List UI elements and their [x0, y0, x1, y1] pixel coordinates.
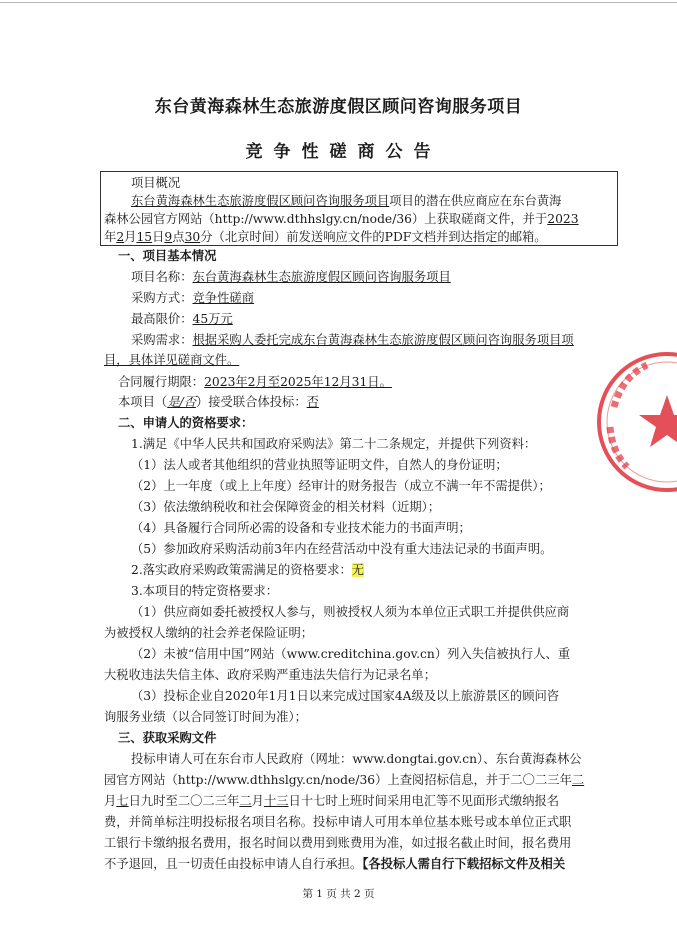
- deadline-day: 15: [136, 230, 153, 244]
- overview-text: 森林公园官方网站（http://www.dthhslgy.cn/node/36）上获取磋商文件，并于: [104, 212, 548, 226]
- policy-requirement-value: 无: [351, 563, 365, 577]
- field-label: 本项目（: [118, 395, 168, 409]
- project-name-row: [131, 268, 451, 286]
- consortium-value: 否: [306, 395, 319, 409]
- official-seal-stamp: [592, 347, 677, 497]
- qualification-item-2: （2）上一年度（或上上年度）经审计的财务报告（成立不满一年不需提供）；: [131, 479, 551, 493]
- max-price-value: 45万元: [192, 312, 233, 326]
- qualification-2: [131, 561, 364, 579]
- overview-line-2: [104, 210, 579, 228]
- requirement-value: 目，具体详见磋商文件。: [104, 353, 240, 367]
- document-title: 东台黄海森林生态旅游度假区顾问咨询服务项目: [154, 97, 523, 117]
- acquire-text: 月: [104, 794, 117, 808]
- end-month: 二: [239, 794, 252, 808]
- contract-period-row: [118, 373, 392, 391]
- project-name-value: 东台黄海森林生态旅游度假区顾问咨询服务项目: [192, 270, 451, 284]
- field-label: 2.落实政府采购政策需满足的资格要求：: [131, 563, 352, 577]
- field-label: ）接受联合体投标：: [195, 395, 307, 409]
- consortium-options: 是/否: [167, 395, 196, 409]
- acquire-text: 日十七时上班时间采用电汇等不见面形式缴纳报名: [288, 794, 560, 808]
- special-item-1: （1）供应商如委托被授权人参与，则被授权人须为本单位正式职工并提供供应商: [131, 605, 570, 619]
- procurement-method-row: [131, 289, 254, 307]
- qualification-item-1: （1）法人或者其他组织的营业执照等证明文件，自然人的身份证明；: [131, 458, 508, 472]
- requirement-row: [131, 331, 574, 349]
- field-label: 合同履行期限：: [118, 375, 205, 389]
- special-item-1-cont: 为被授权人缴纳的社会养老保险证明；: [104, 626, 314, 640]
- deadline-minute: 30: [184, 230, 201, 244]
- field-label: 最高限价：: [131, 312, 193, 326]
- acquire-text: 不予退回，且一切责任由投标申请人自行承担。: [104, 857, 363, 871]
- deadline-hour: 9: [164, 230, 173, 244]
- acquire-line-1: 投标申请人可在东台市人民政府（网址：www.dongtai.gov.cn）、东台黄海森林公: [131, 752, 582, 766]
- max-price-row: [131, 310, 233, 328]
- deadline-year: 2023: [547, 212, 579, 226]
- overview-text: 项目的潜在供应商应在东台黄海: [389, 194, 562, 208]
- acquire-line-4: 费，并简单标注明投标报名项目名称。投标申请人可用本单位基本账号或本单位正式职: [104, 815, 572, 829]
- overview-text: 分（北京时间）前发送响应文件的PDF文档并到达指定的邮箱。: [200, 230, 547, 244]
- overview-line-3: [104, 228, 547, 246]
- special-item-2-cont: 大税收违法失信主体、政府采购严重违法失信行为记录名单；: [104, 668, 437, 682]
- qualification-3: 3.本项目的特定资格要求：: [131, 584, 278, 598]
- acquire-line-5: 工银行卡缴纳报名费用，报名时间以费用到账费用为准，如过报名截止时间，报名费用: [104, 836, 572, 850]
- acquire-text: 月: [251, 794, 264, 808]
- overview-project-name: 东台黄海森林生态旅游度假区顾问咨询服务项目: [131, 194, 390, 208]
- section-2-heading: 二、申请人的资格要求：: [118, 416, 254, 430]
- acquire-text: 园官方网站（http://www.dthhslgy.cn/node/36）上查阅招标信息，并于二〇二三年: [104, 773, 572, 787]
- document-subtitle: 竞争性磋商公告: [245, 142, 442, 162]
- end-day: 十三: [263, 794, 289, 808]
- start-month: 二: [571, 773, 585, 787]
- overview-line-1: [131, 192, 561, 210]
- overview-text: 点: [172, 230, 185, 244]
- field-label: 项目名称：: [131, 270, 193, 284]
- acquire-line-3: [104, 792, 559, 810]
- special-item-3-cont: 询服务业绩（以合同签订时间为准）；: [104, 710, 307, 724]
- qualification-item-5: （5）参加政府采购活动前3年内在经营活动中没有重大违法记录的书面声明。: [131, 542, 553, 556]
- qualification-1: 1.满足《中华人民共和国政府采购法》第二十二条规定，并提供下列资料：: [131, 437, 537, 451]
- requirement-value: 根据采购人委托完成东台黄海森林生态旅游度假区顾问咨询服务项目项: [192, 333, 574, 347]
- overview-heading: 项目概况: [131, 176, 181, 190]
- qualification-item-4: （4）具备履行合同所必需的设备和专业技术能力的书面声明；: [131, 521, 471, 535]
- deadline-month: 2: [116, 230, 125, 244]
- start-day: 七: [116, 794, 129, 808]
- overview-text: 年: [104, 230, 117, 244]
- overview-text: 日: [152, 230, 165, 244]
- field-label: 采购方式：: [131, 291, 193, 305]
- acquire-line-2: [104, 771, 584, 789]
- section-1-heading: 一、项目基本情况: [118, 249, 217, 263]
- section-3-heading: 三、获取采购文件: [118, 731, 217, 745]
- top-border-line: [0, 2, 677, 3]
- acquire-line-6: [104, 855, 565, 873]
- field-label: 采购需求：: [131, 333, 193, 347]
- special-item-3: （3）投标企业自2020年1月1日以来完成过国家4A级及以上旅游景区的顾问咨: [131, 689, 560, 703]
- acquire-text: 日九时至二〇二三年: [128, 794, 240, 808]
- qualification-item-3: （3）依法缴纳税收和社会保障资金的相关材料（近期）；: [131, 500, 441, 514]
- special-item-2: （2）未被“信用中国”网站（www.creditchina.gov.cn）列入失信被执行人、重: [131, 647, 571, 661]
- overview-text: 月: [124, 230, 137, 244]
- page-footer: 第 1 页 共 2 页: [302, 888, 375, 900]
- requirement-row-2: [104, 351, 239, 369]
- contract-period-value: 2023年2月至2025年12月31日。: [204, 375, 392, 389]
- bold-notice: 【各投标人需自行下载招标文件及相关: [362, 857, 566, 871]
- procurement-method-value: 竞争性磋商: [192, 291, 254, 305]
- consortium-row: [118, 393, 319, 411]
